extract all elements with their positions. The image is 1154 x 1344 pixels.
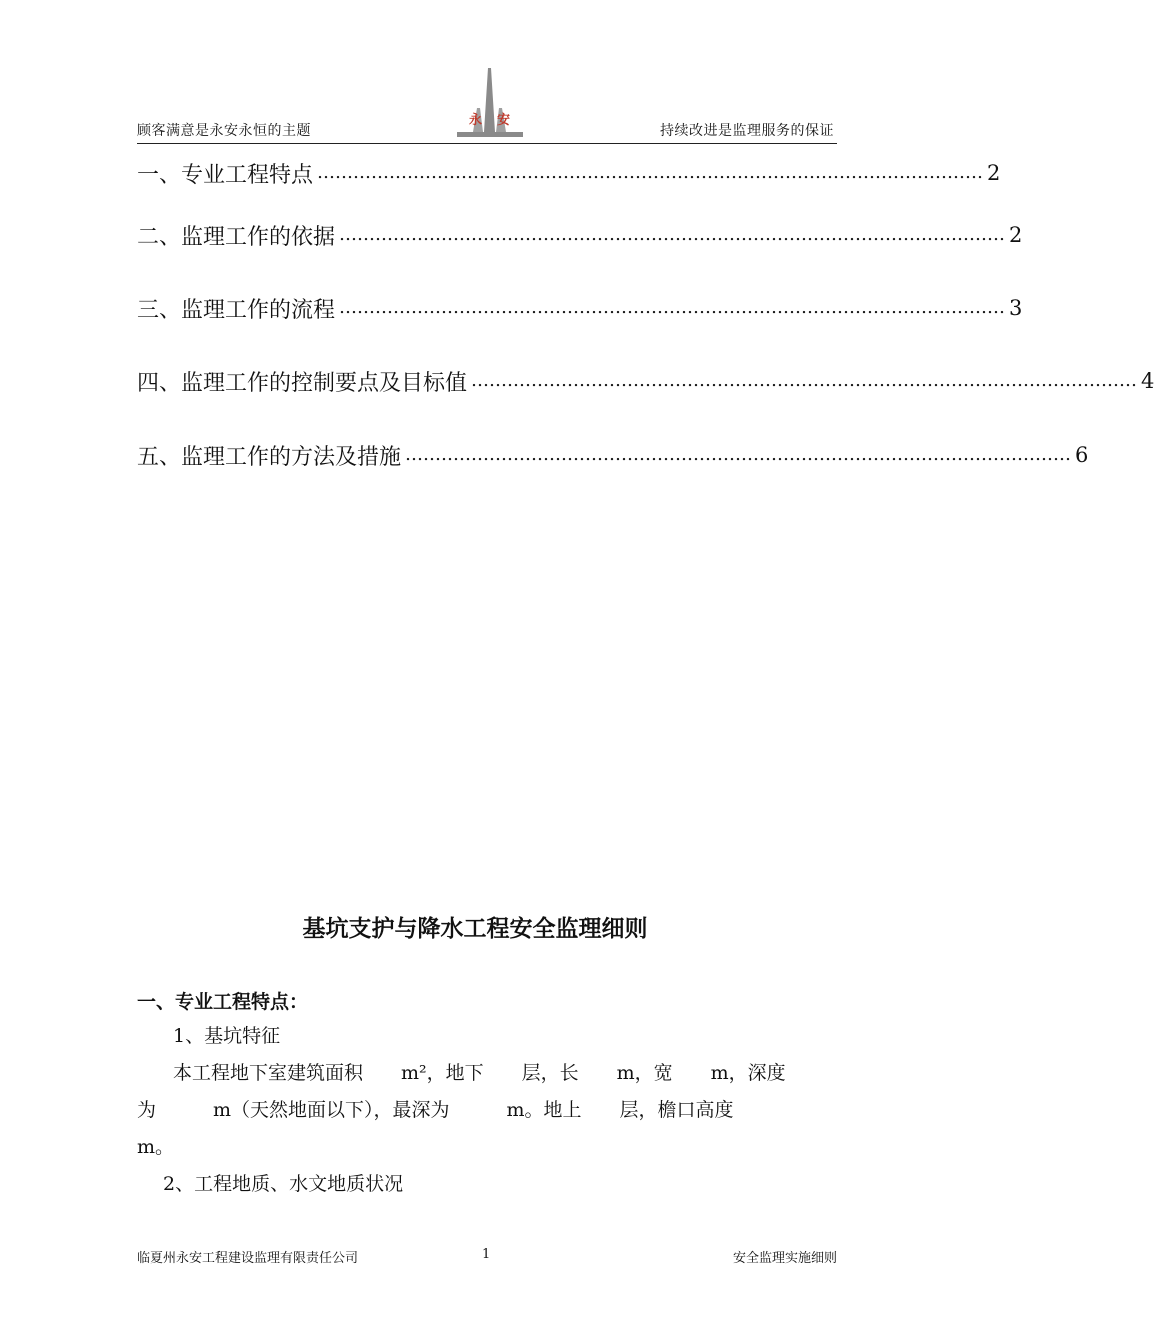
paragraph-line-2: 为 m（天然地面以下），最深为 m。地上 层，檐口高度 [137,1099,734,1121]
section-heading: 一、专业工程特点： [137,991,309,1013]
toc-leader-dots: ………………………………………………………………………………………………… [317,162,984,183]
toc-entry-3[interactable] [137,293,1023,323]
toc-page-number: 2 [987,161,1001,185]
toc-entry-5[interactable] [137,440,1089,470]
header-divider [137,143,837,144]
toc-leader-dots: ………………………………………………………………………………………………… [339,297,1006,318]
toc-title: 二、监理工作的依据 [137,224,336,250]
toc-page-number: 3 [1009,296,1023,320]
toc-title: 四、监理工作的控制要点及目标值 [137,370,468,396]
footer-company: 临夏州永安工程建设监理有限责任公司 [137,1251,359,1266]
footer-page-number: 1 [482,1247,491,1262]
toc-entry-1[interactable] [137,158,1001,188]
toc-page-number: 6 [1075,443,1089,467]
subsection-heading-2: 2、工程地质、水文地质状况 [163,1173,404,1195]
paragraph-line-3: m。 [137,1136,175,1158]
header-right-motto: 持续改进是监理服务的保证 [660,123,834,139]
toc-entry-2[interactable] [137,220,1023,250]
logo-tower-icon [455,64,525,139]
toc-entry-4[interactable] [137,366,1154,396]
toc-leader-dots: ………………………………………………………………………………………………… [339,224,1006,245]
toc-page-number: 4 [1141,369,1154,393]
subsection-heading-1: 1、基坑特征 [173,1025,281,1047]
logo-char-right: 安 [497,113,511,128]
toc-page-number: 2 [1009,223,1023,247]
footer-document-name: 安全监理实施细则 [732,1251,837,1266]
toc-title: 三、监理工作的流程 [137,297,336,323]
toc-title: 一、专业工程特点 [137,162,314,188]
company-logo [455,64,525,139]
header-left-motto: 顾客满意是永安永恒的主题 [137,123,311,139]
toc-leader-dots: ………………………………………………………………………………………………… [405,444,1072,465]
logo-char-left: 永 [469,113,483,128]
paragraph-line-1: 本工程地下室建筑面积 m²，地下 层，长 m，宽 m，深度 [173,1062,786,1084]
toc-leader-dots: ………………………………………………………………………………………………… [471,370,1138,391]
document-title: 基坑支护与降水工程安全监理细则 [302,916,648,942]
toc-title: 五、监理工作的方法及措施 [137,444,402,470]
